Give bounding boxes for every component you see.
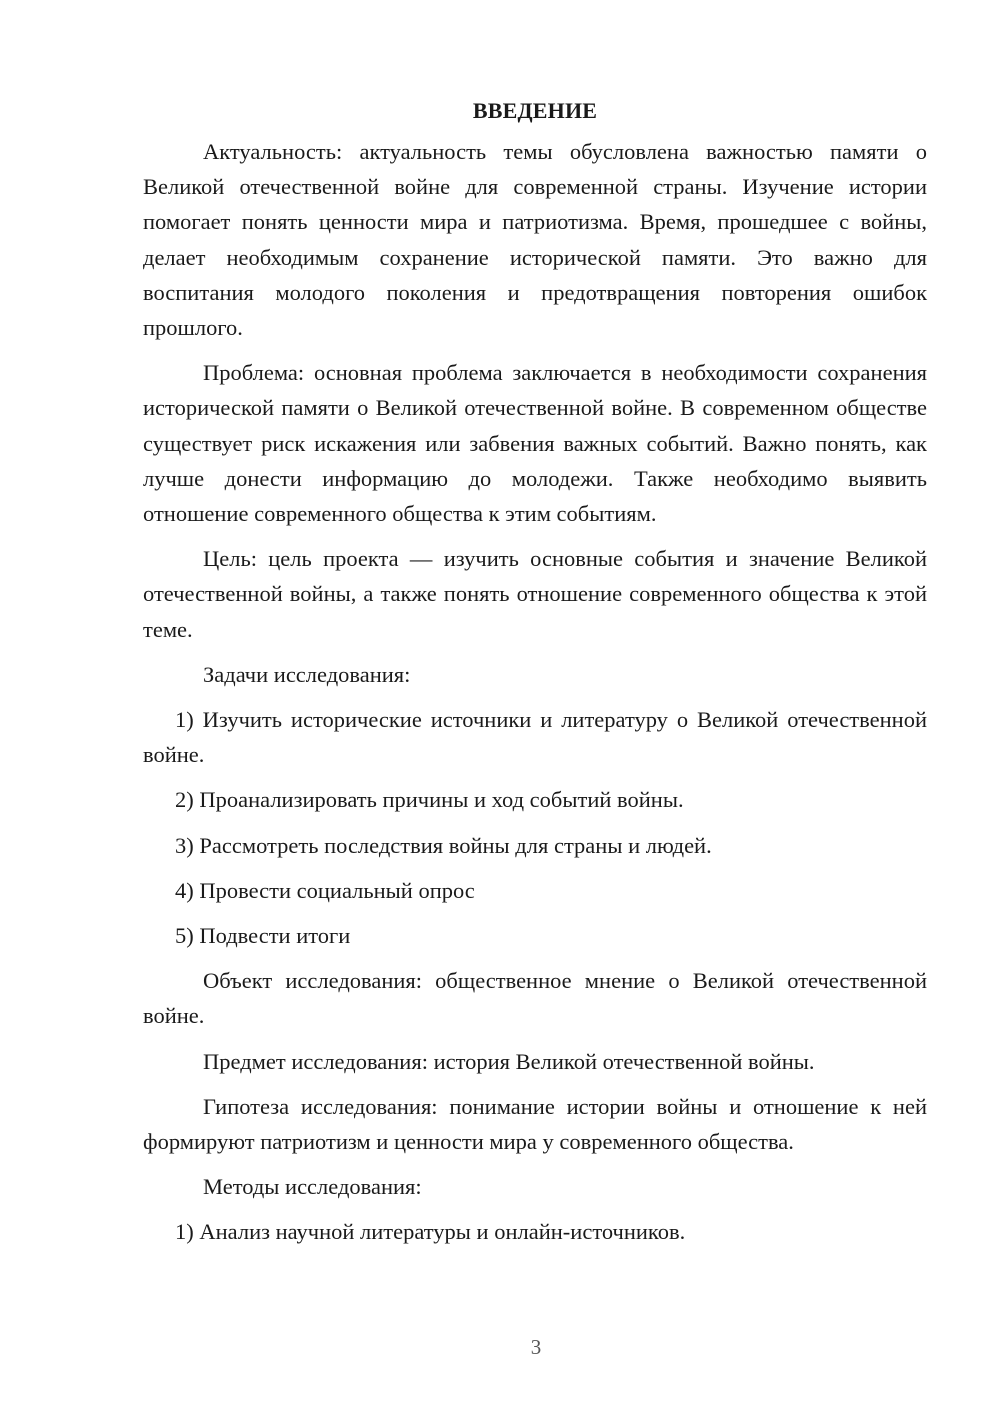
tasks-heading: Задачи исследования: (203, 661, 411, 687)
task-item: 2) Проанализировать причины и ход событий войны. (175, 787, 684, 813)
section-title: ВВЕДЕНИЕ (472, 98, 598, 123)
problem-paragraph: Проблема: основная проблема заключается в необходимости сохранения исторической памяти о Великой отечественной войне. В современном обществе существует риск искажения или забвения важных событий. Важно понять, как лучше донести информацию до молодежи. Также необходимо выявить отношение современного общества к этим событиям. (143, 360, 927, 527)
page-number: 3 (530, 1335, 542, 1359)
task-item: 3) Рассмотреть последствия войны для страны и людей. (175, 832, 712, 858)
methods-heading: Методы исследования: (203, 1174, 422, 1200)
task-item: 5) Подвести итоги (175, 923, 351, 949)
method-item: 1) Анализ научной литературы и онлайн-источников. (175, 1219, 686, 1245)
object-paragraph: Объект исследования: общественное мнение о Великой отечественной войне. (143, 968, 927, 1029)
task-item: 4) Провести социальный опрос (175, 877, 475, 903)
task-item: 1) Изучить исторические источники и литературу о Великой отечественной войне. (143, 707, 927, 768)
relevance-paragraph: Актуальность: актуальность темы обусловлена важностью памяти о Великой отечественной войне для современной страны. Изучение истории помогает понять ценности мира и патриотизма. Время, прошедшее с войны, делает необходимым сохранение исторической памяти. Это важно для воспитания молодого поколения и предотвращения повторения ошибок прошлого. (143, 139, 927, 341)
document-body (143, 96, 927, 1260)
hypothesis-paragraph: Гипотеза исследования: понимание истории войны и отношение к ней формируют патриотизм и ценности мира у современного общества. (143, 1093, 927, 1155)
goal-paragraph: Цель: цель проекта — изучить основные события и значение Великой отечественной войны, а также понять отношение современного общества к этой теме. (143, 546, 927, 642)
subject-paragraph: Предмет исследования: история Великой отечественной войны. (203, 1048, 815, 1074)
